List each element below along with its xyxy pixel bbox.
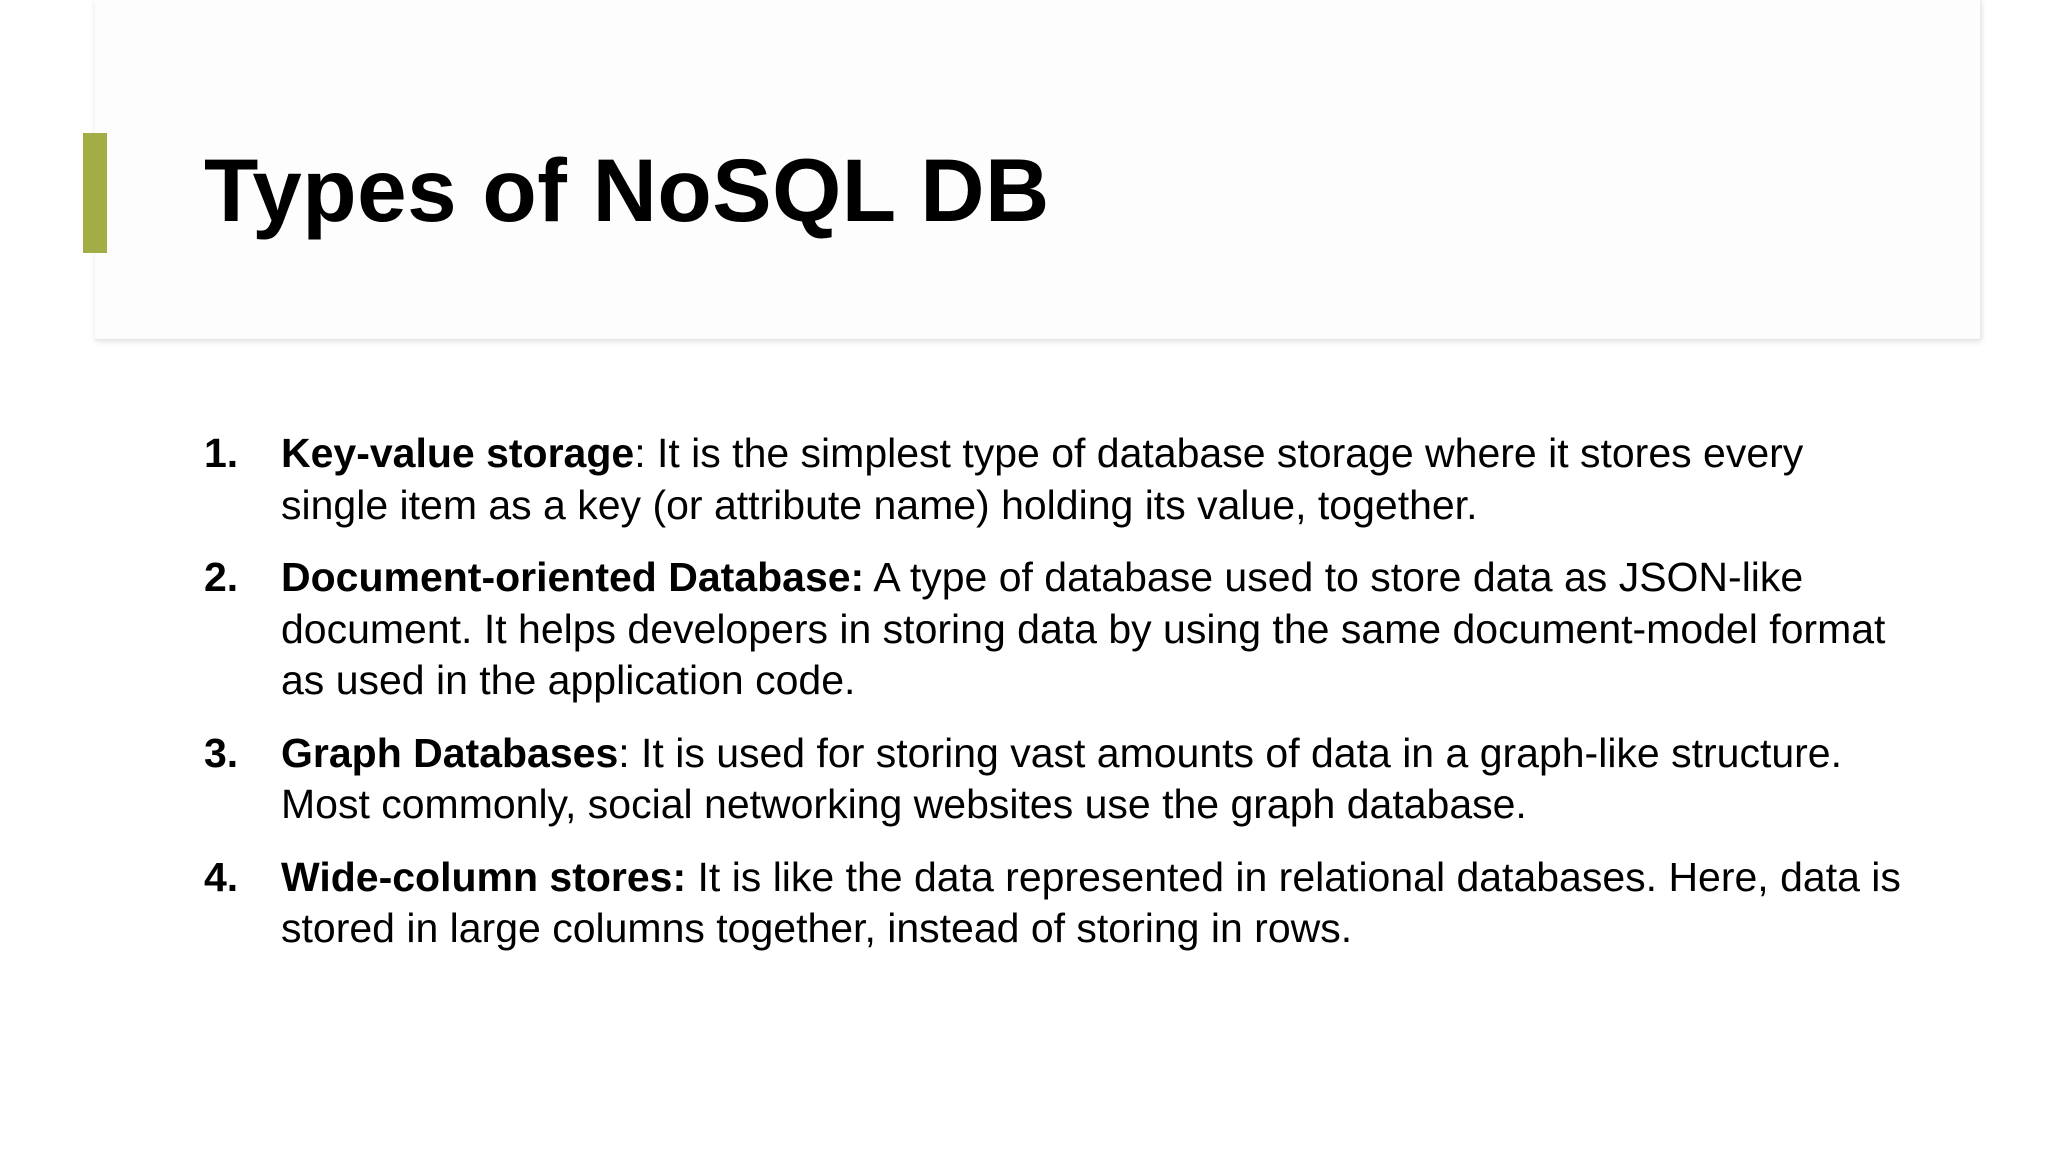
list-item-number: 4. (204, 853, 239, 900)
list-item-term: Key-value storage (281, 430, 635, 476)
list-item-description: : It is used for storing vast amounts of data in a graph-like structure. Most commonly, social networking websites use the graph database. (281, 729, 1843, 827)
list-item-term: Graph Databases (281, 729, 619, 776)
list-item-term: Document-oriented Database: (281, 554, 865, 600)
list-item-document (204, 552, 1904, 707)
title-accent-bar (83, 133, 107, 253)
list-item-number: 3. (204, 729, 239, 776)
list-item-description: A type of database used to store data as JSON-like document. It helps developers in storing data by using the same document-model format as used in the application code. (281, 554, 1886, 703)
list-item-graph (204, 728, 1904, 831)
list-item-description: It is like the data represented in relational databases. Here, data is stored in large columns together, instead of storing in rows. (281, 853, 1901, 951)
nosql-types-list (204, 428, 1904, 976)
list-item-term: Wide-column stores: (281, 853, 687, 900)
list-item-number: 1. (204, 430, 239, 476)
list-item-description: : It is the simplest type of database storage where it stores every single item as a key (or attribute name) holding its value, together. (281, 430, 1804, 528)
list-item-wide-column (204, 852, 1904, 955)
list-item-key-value (204, 428, 1904, 531)
list-item-number: 2. (204, 554, 239, 600)
slide-title: Types of NoSQL DB (204, 140, 1050, 240)
